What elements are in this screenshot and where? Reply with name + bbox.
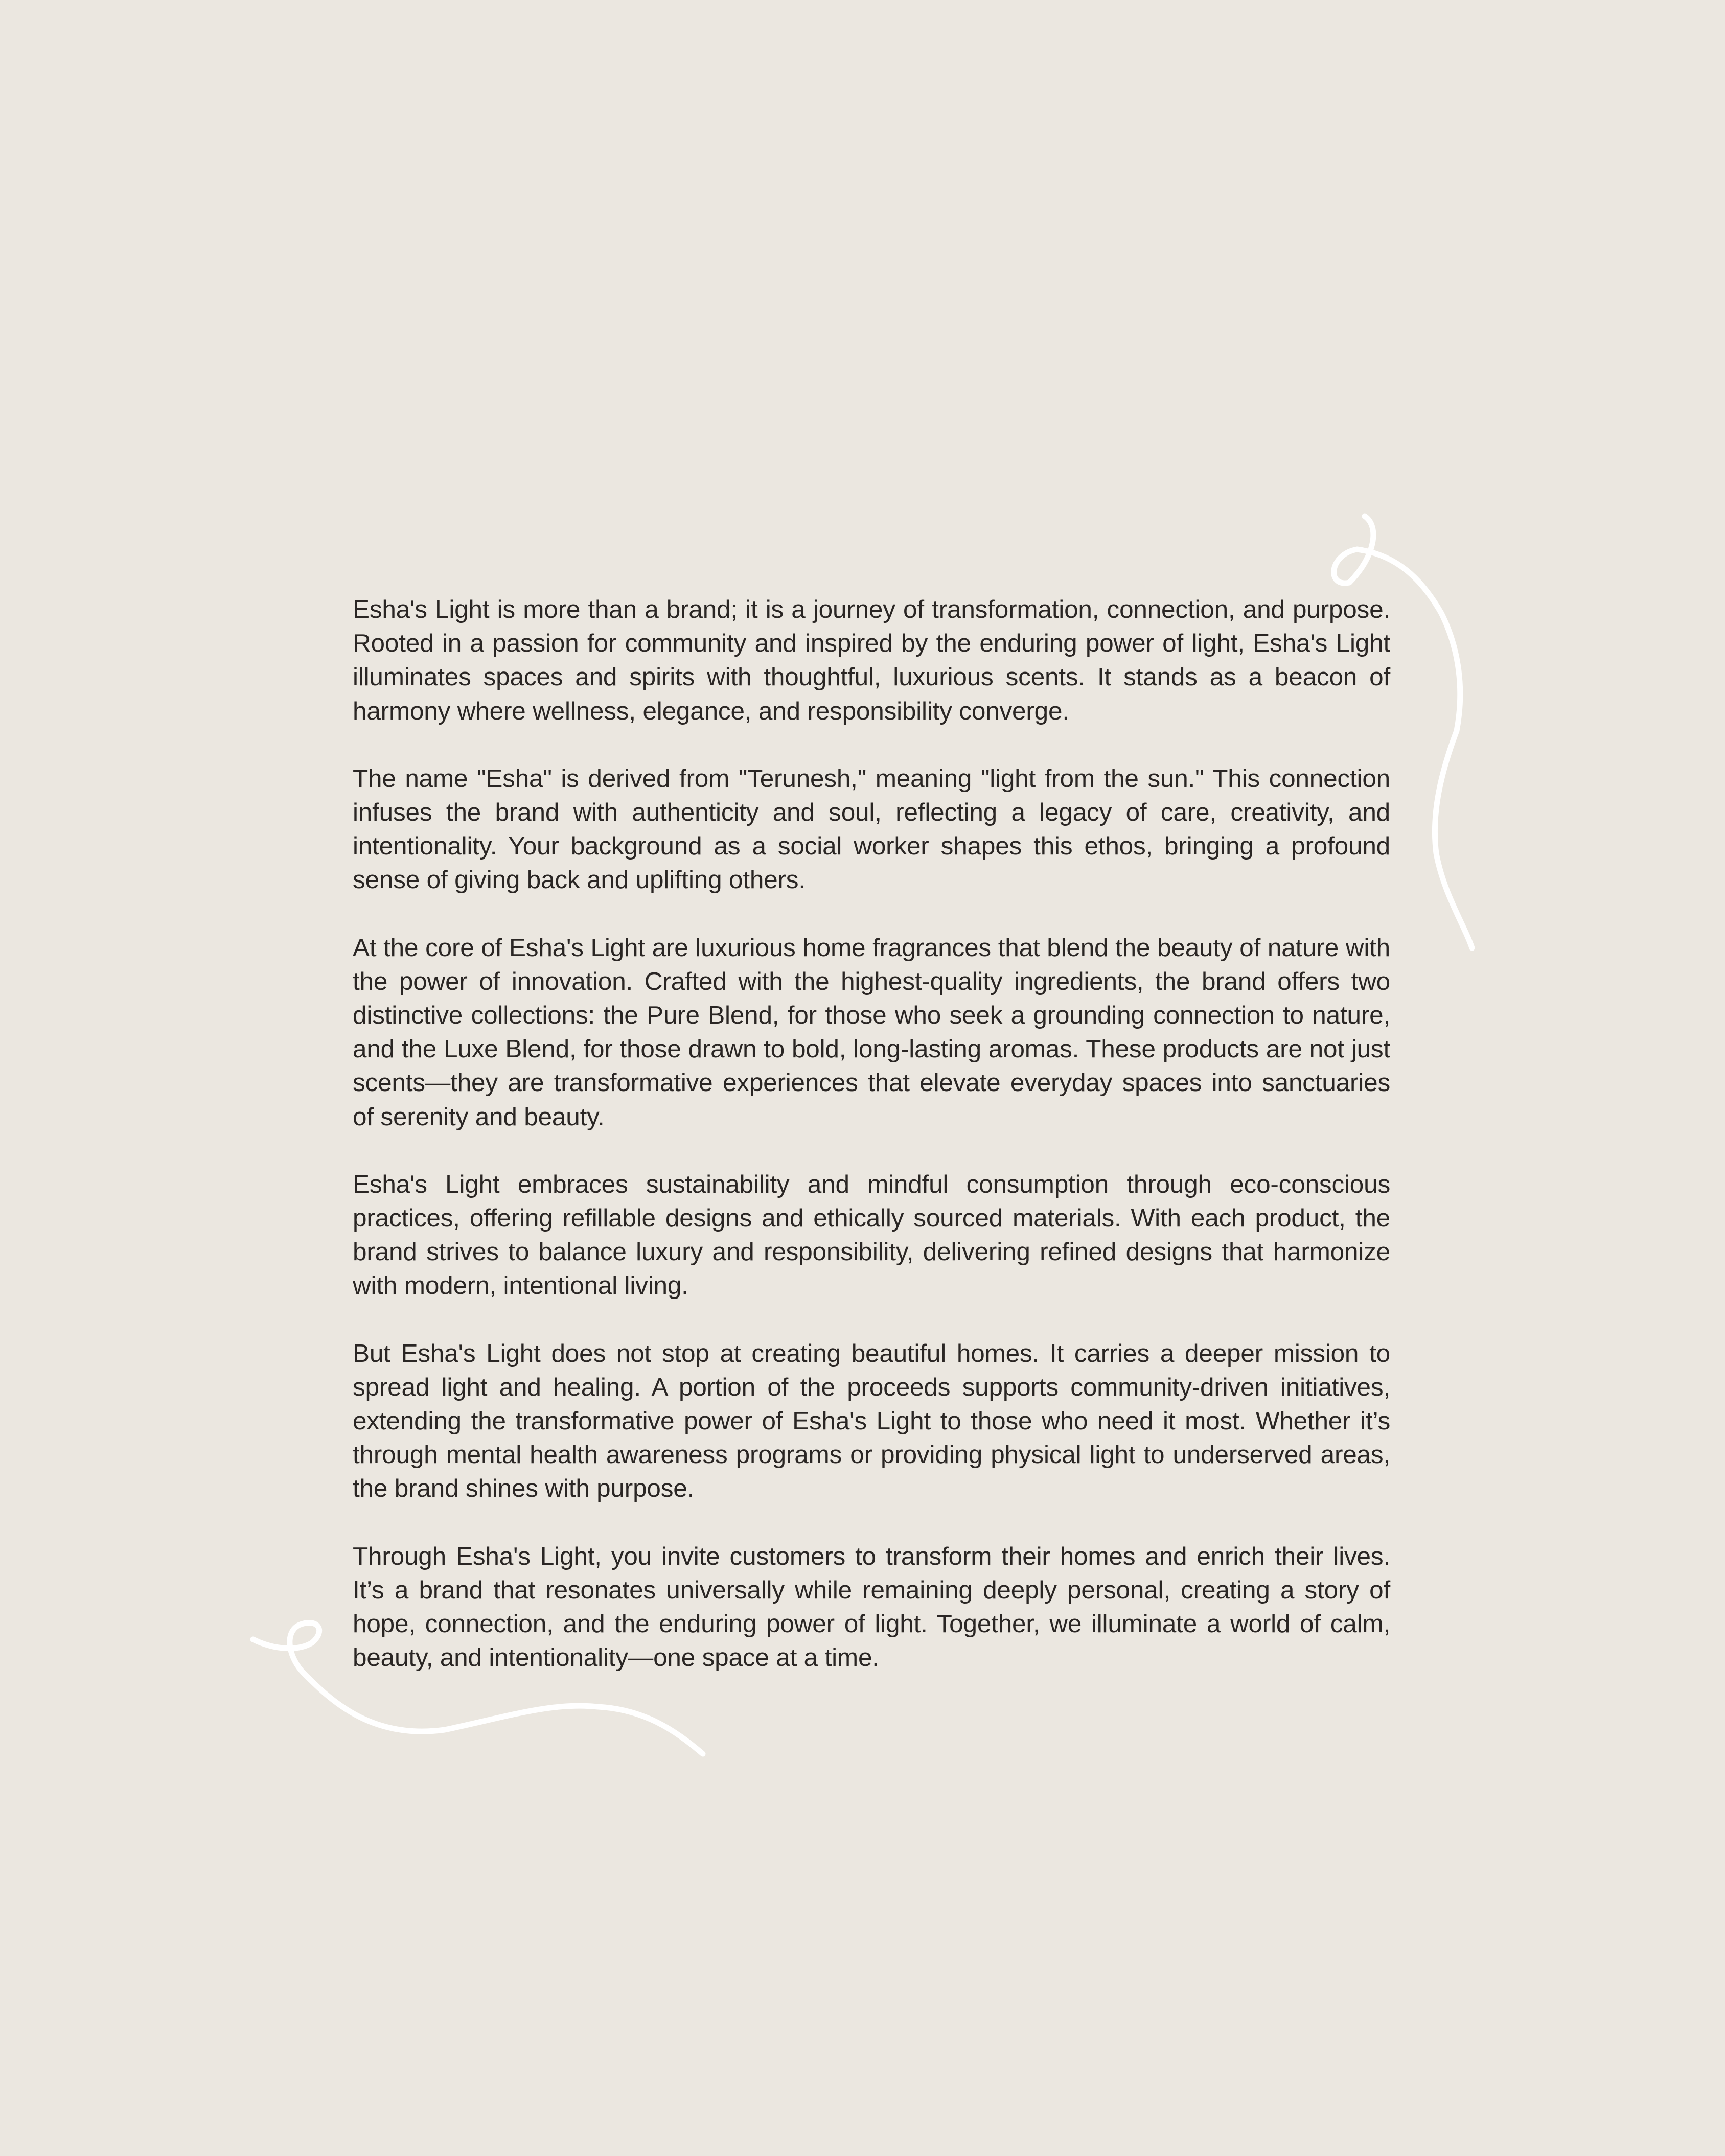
paragraph-2: The name "Esha" is derived from "Terunesh," meaning "light from the sun." This connection infuses the brand with authenticity and soul, reflecting a legacy of care, creativity, and intentionality. Your background as a social worker shapes this ethos, bringing a profound sense of giving back and uplifting others. [353,764,1390,894]
story-text-block [353,593,1390,1675]
paragraph-1: Esha's Light is more than a brand; it is a journey of transformation, connection, and purpose. Rooted in a passion for community and inspired by the enduring power of light, Esha's Light illuminates spaces and spirits with thoughtful, luxurious scents. It stands as a beacon of harmony where wellness, elegance, and responsibility converge. [353,595,1390,725]
paragraph-5: But Esha's Light does not stop at creating beautiful homes. It carries a deeper mission to spread light and healing. A portion of the proceeds supports community-driven initiatives, extending the transformative power of Esha's Light to those who need it most. Whether it’s through mental health awareness programs or providing physical light to underserved areas, the brand shines with purpose. [353,1339,1390,1503]
paragraph-6: Through Esha's Light, you invite customers to transform their homes and enrich their lives. It’s a brand that resonates universally while remaining deeply personal, creating a story of hope, connection, and the enduring power of light. Together, we illuminate a world of calm, beauty, and intentionality—one space at a time. [353,1542,1390,1672]
paragraph-4: Esha's Light embraces sustainability and mindful consumption through eco-conscious practices, offering refillable designs and ethically sourced materials. With each product, the brand strives to balance luxury and responsibility, delivering refined designs that harmonize with modern, intentional living. [353,1170,1390,1300]
decorative-squiggle-bottom [240,1610,716,1763]
paragraph-3: At the core of Esha's Light are luxurious home fragrances that blend the beauty of nature with the power of innovation. Crafted with the highest-quality ingredients, the brand offers two distinctive collections: the Pure Blend, for those who seek a grounding connection to nature, and the Luxe Blend, for those drawn to bold, long-lasting aromas. These products are not just scents—they are transformative experiences that elevate everyday spaces into sanctuaries of serenity and beauty. [353,933,1390,1131]
